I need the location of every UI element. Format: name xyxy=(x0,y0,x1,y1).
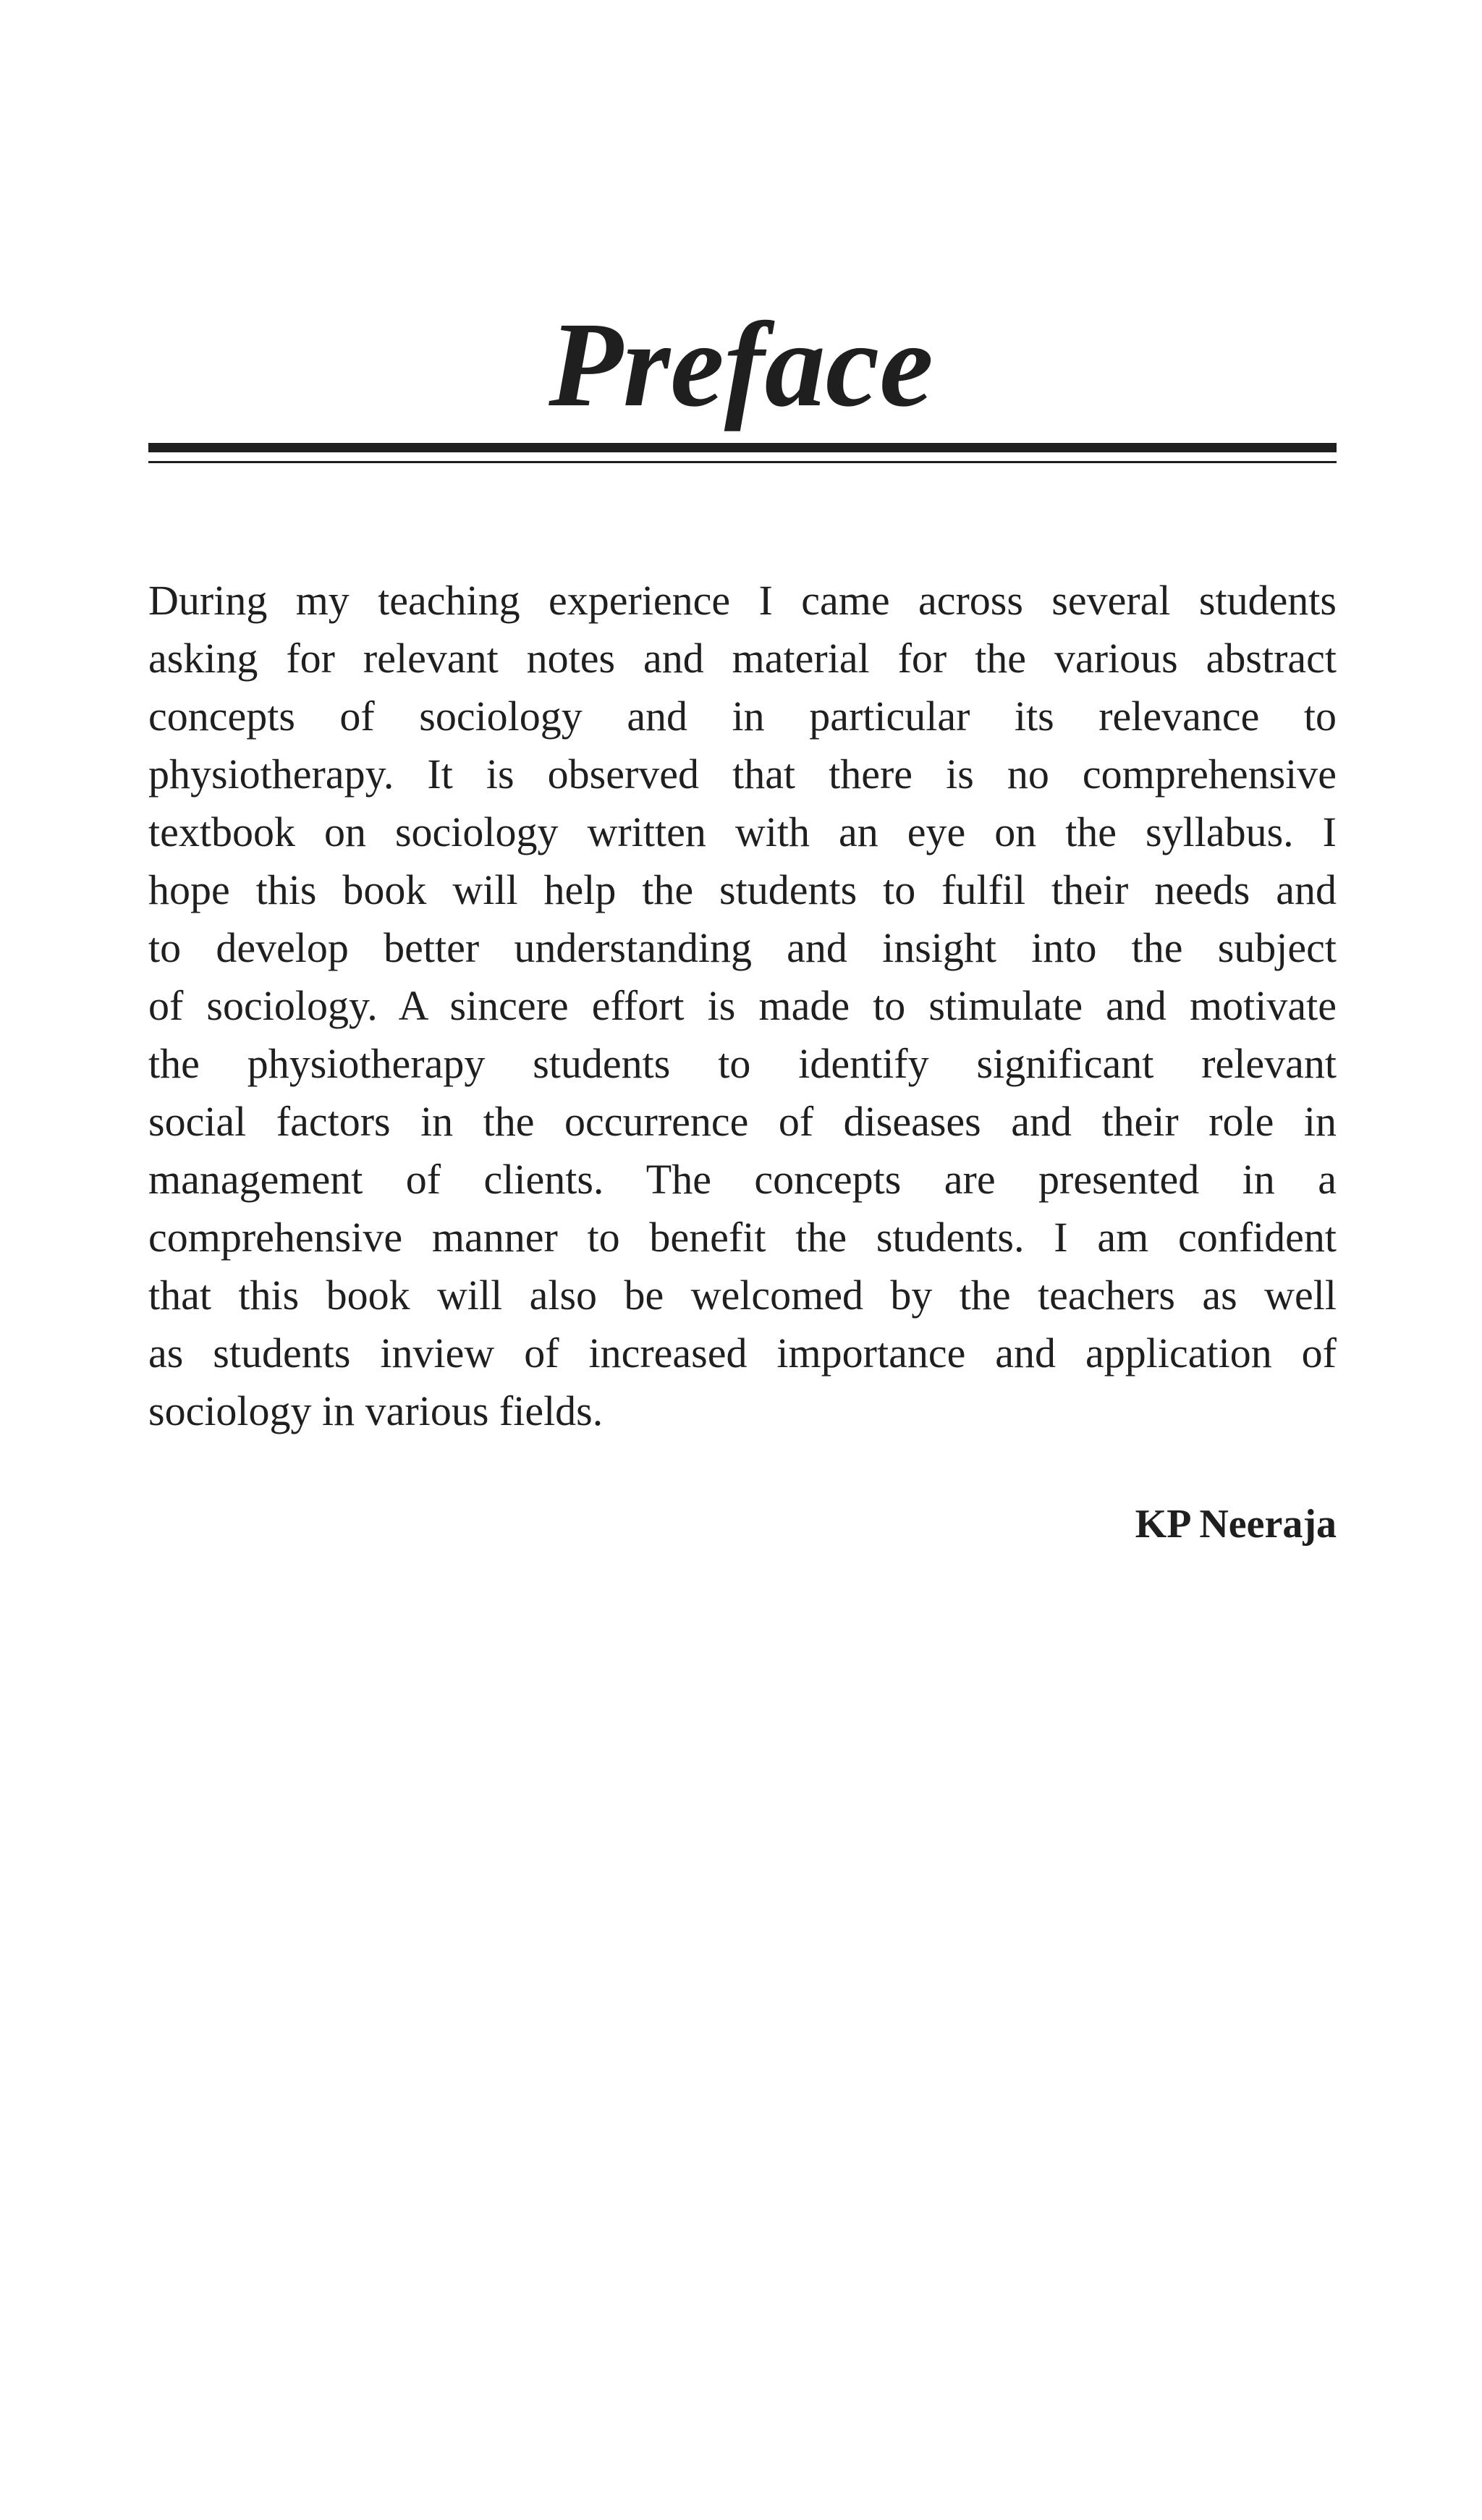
body-line: as students inview of increased importance and application of xyxy=(148,1329,1337,1377)
body-line: sociology in various fields. xyxy=(148,1387,604,1434)
body-line: textbook on sociology written with an eye on the syllabus. I xyxy=(148,808,1337,855)
title-rule-thin xyxy=(148,461,1337,463)
body-line: comprehensive manner to benefit the students. I am confident xyxy=(148,1214,1337,1261)
body-line: concepts of sociology and in particular its relevance to xyxy=(148,693,1337,740)
body-line: that this book will also be welcomed by the teachers as well xyxy=(148,1272,1337,1319)
body-line: During my teaching experience I came across several students xyxy=(148,577,1337,624)
body-line: social factors in the occurrence of diseases and their role in xyxy=(148,1098,1337,1145)
body-line: of sociology. A sincere effort is made to stimulate and motivate xyxy=(148,982,1337,1029)
title-rule-thick xyxy=(148,443,1337,452)
body-line: physiotherapy. It is observed that there is no comprehensive xyxy=(148,750,1337,798)
body-line: hope this book will help the students to fulfil their needs and xyxy=(148,866,1337,913)
body-line: management of clients. The concepts are presented in a xyxy=(148,1156,1337,1203)
body-line: the physiotherapy students to identify significant relevant xyxy=(148,1040,1337,1087)
body-line: asking for relevant notes and material for the various abstract xyxy=(148,635,1337,682)
preface-body xyxy=(148,572,1337,1440)
author-signature: KP Neeraja xyxy=(1135,1502,1337,1547)
body-line: to develop better understanding and insight into the subject xyxy=(148,924,1337,971)
page-title: Preface xyxy=(549,297,933,432)
